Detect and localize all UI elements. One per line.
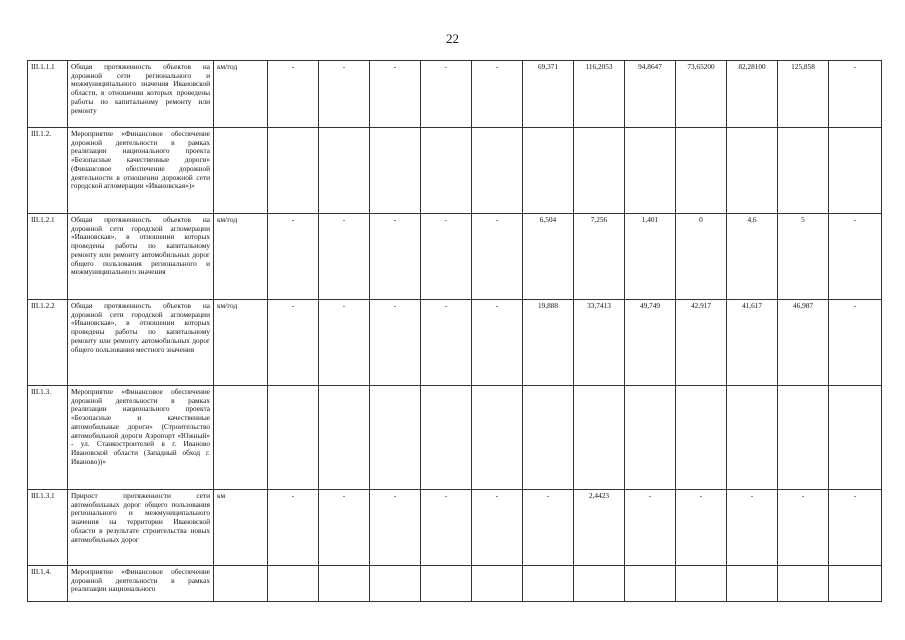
row-value-cell: 6,504 <box>523 214 574 300</box>
table-row <box>28 214 882 300</box>
row-value-cell <box>472 128 523 214</box>
row-value-cell: - <box>472 214 523 300</box>
row-value-cell <box>727 128 778 214</box>
row-value-cell <box>676 566 727 602</box>
row-description-cell: Мероприятие «Финансовое обеспечение дорожной деятельности в рамках реализации национального проекта «Безопасные качественные дороги» (Финансовое обеспечение дорожной деятельности в отношении дорожной сети городской агломерации «Ивановская»)» <box>68 128 214 214</box>
row-number-cell: III.1.2.2 <box>28 300 68 386</box>
row-value-cell <box>625 386 676 490</box>
row-unit-cell <box>214 566 268 602</box>
row-value-cell: - <box>829 300 882 386</box>
row-value-cell: - <box>319 214 370 300</box>
row-value-cell: - <box>676 490 727 566</box>
row-value-cell: 2,4423 <box>574 490 625 566</box>
row-value-cell <box>727 566 778 602</box>
row-description-cell: Мероприятие «Финансовое обеспечение дорожной деятельности в рамках реализации национального <box>68 566 214 602</box>
row-value-cell: 73,65200 <box>676 61 727 128</box>
row-value-cell: - <box>625 490 676 566</box>
row-number-cell: III.1.3. <box>28 386 68 490</box>
indicator-table <box>27 60 882 602</box>
row-value-cell <box>574 128 625 214</box>
row-value-cell <box>625 566 676 602</box>
row-value-cell: 7,256 <box>574 214 625 300</box>
row-value-cell: - <box>319 61 370 128</box>
row-value-cell <box>829 386 882 490</box>
row-value-cell: - <box>268 300 319 386</box>
row-unit-cell: км/год <box>214 61 268 128</box>
row-value-cell <box>778 566 829 602</box>
row-value-cell <box>472 386 523 490</box>
row-value-cell <box>574 386 625 490</box>
row-number-cell: III.1.1.1 <box>28 61 68 128</box>
row-unit-cell: км/год <box>214 300 268 386</box>
table-row <box>28 490 882 566</box>
row-value-cell <box>370 566 421 602</box>
row-value-cell <box>268 386 319 490</box>
table-row <box>28 128 882 214</box>
row-value-cell: - <box>421 61 472 128</box>
row-value-cell: 42,917 <box>676 300 727 386</box>
row-value-cell: - <box>472 490 523 566</box>
row-value-cell: - <box>523 490 574 566</box>
row-value-cell <box>829 566 882 602</box>
row-value-cell: - <box>319 490 370 566</box>
row-value-cell: - <box>472 61 523 128</box>
row-description-cell: Общая протяженность объектов на дорожной сети городской агломерации «Ивановская», в отношении которых проведены работы по капитальному ремонту или ремонту автомобильных дорог общего пользования местного значения <box>68 300 214 386</box>
row-value-cell <box>268 128 319 214</box>
row-value-cell: - <box>268 490 319 566</box>
row-value-cell <box>523 386 574 490</box>
row-description-cell: Общая протяженность объектов на дорожной сети регионального и межмуниципального значения Ивановской области, в отношении которых проведены работы по капитальному ремонту или ремонту <box>68 61 214 128</box>
row-description-cell: Прирост протяженности сети автомобильных дорог общего пользования регионального и межмуниципального значения на территории Ивановской области в результате строительства новых автомобильных дорог <box>68 490 214 566</box>
row-value-cell <box>319 386 370 490</box>
row-value-cell: - <box>268 61 319 128</box>
row-number-cell: III.1.2.1 <box>28 214 68 300</box>
row-value-cell: - <box>370 490 421 566</box>
row-value-cell: - <box>778 490 829 566</box>
row-value-cell <box>421 128 472 214</box>
row-value-cell: - <box>268 214 319 300</box>
row-value-cell: 46,987 <box>778 300 829 386</box>
row-value-cell: - <box>370 61 421 128</box>
row-value-cell <box>523 128 574 214</box>
row-unit-cell: км <box>214 490 268 566</box>
row-value-cell <box>319 128 370 214</box>
row-description-cell: Общая протяженность объектов на дорожной сети городской агломерации «Ивановская», в отношении которых проведены работы по капитальному ремонту или ремонту автомобильных дорог общего пользования регионального и межмуниципального значения <box>68 214 214 300</box>
row-value-cell: 49,749 <box>625 300 676 386</box>
table-row <box>28 386 882 490</box>
row-value-cell: 69,371 <box>523 61 574 128</box>
table-row <box>28 61 882 128</box>
row-value-cell <box>727 386 778 490</box>
row-value-cell <box>676 128 727 214</box>
row-unit-cell <box>214 128 268 214</box>
row-value-cell: - <box>829 61 882 128</box>
row-value-cell: 94,8647 <box>625 61 676 128</box>
row-unit-cell: км/год <box>214 214 268 300</box>
table-row <box>28 566 882 602</box>
row-value-cell <box>778 128 829 214</box>
row-value-cell <box>421 566 472 602</box>
row-description-cell: Мероприятие «Финансовое обеспечение дорожной деятельности в рамках реализации национального проекта «Безопасные и качественные автомобильные дороги» (Строительство автомобильной дороги Аэропорт «Южный» - ул. Станкостроителей в г. Иваново Ивановской области (Западный обход г. Иваново))» <box>68 386 214 490</box>
row-value-cell <box>778 386 829 490</box>
row-value-cell: 5 <box>778 214 829 300</box>
row-number-cell: III.1.3.1 <box>28 490 68 566</box>
row-value-cell: - <box>421 214 472 300</box>
row-value-cell: 41,617 <box>727 300 778 386</box>
row-value-cell <box>523 566 574 602</box>
row-number-cell: III.1.4. <box>28 566 68 602</box>
row-number-cell: III.1.2. <box>28 128 68 214</box>
row-value-cell: 4,6 <box>727 214 778 300</box>
row-value-cell: - <box>421 300 472 386</box>
row-value-cell: - <box>421 490 472 566</box>
row-value-cell <box>268 566 319 602</box>
row-value-cell: - <box>370 214 421 300</box>
row-value-cell: 33,7413 <box>574 300 625 386</box>
row-value-cell: 125,858 <box>778 61 829 128</box>
row-value-cell <box>319 566 370 602</box>
page-number: 22 <box>446 31 459 46</box>
row-value-cell: - <box>727 490 778 566</box>
row-value-cell: 82,28100 <box>727 61 778 128</box>
row-value-cell <box>370 128 421 214</box>
row-value-cell <box>829 128 882 214</box>
row-value-cell <box>370 386 421 490</box>
row-value-cell: - <box>829 214 882 300</box>
row-value-cell <box>472 566 523 602</box>
row-value-cell: 1,401 <box>625 214 676 300</box>
row-value-cell: - <box>472 300 523 386</box>
row-value-cell <box>625 128 676 214</box>
row-value-cell <box>421 386 472 490</box>
row-value-cell <box>676 386 727 490</box>
table-row <box>28 300 882 386</box>
row-value-cell <box>574 566 625 602</box>
row-value-cell: 0 <box>676 214 727 300</box>
row-value-cell: - <box>829 490 882 566</box>
row-value-cell: 116,2053 <box>574 61 625 128</box>
row-unit-cell <box>214 386 268 490</box>
row-value-cell: - <box>370 300 421 386</box>
row-value-cell: 19,888 <box>523 300 574 386</box>
row-value-cell: - <box>319 300 370 386</box>
